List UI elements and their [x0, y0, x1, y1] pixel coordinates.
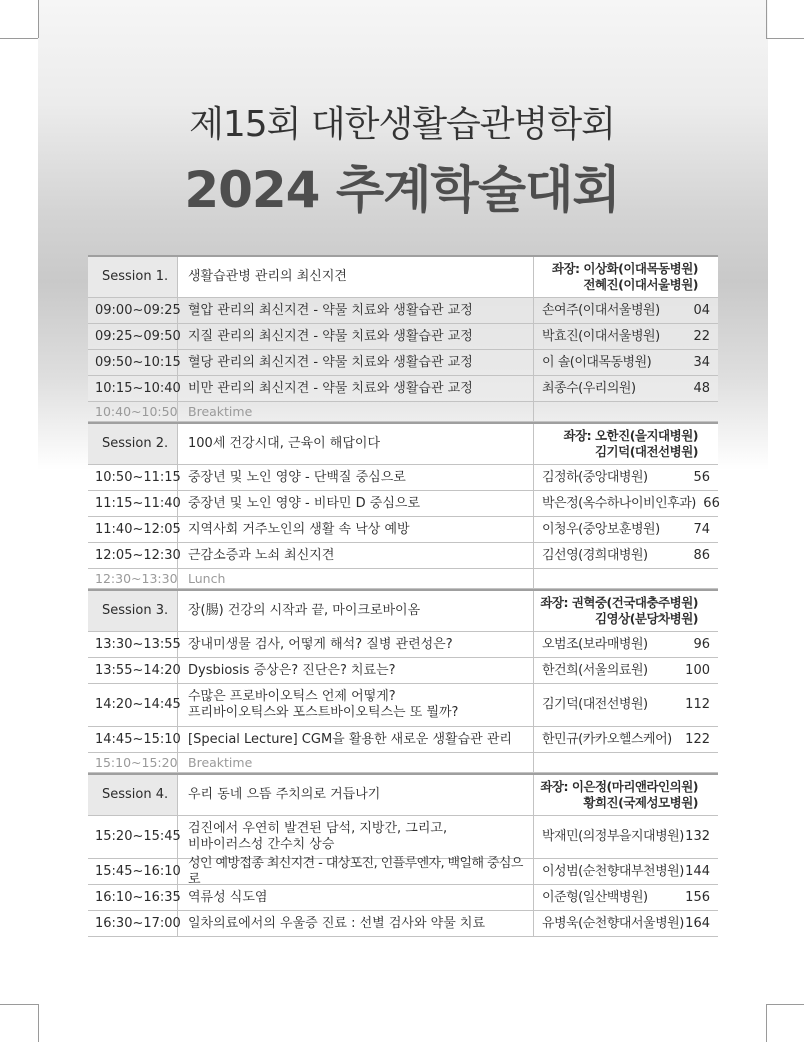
break-row: [88, 402, 718, 422]
talk-speaker: 최종수(우리의원): [542, 380, 636, 396]
chair-primary: 좌장: 오한진(을지대병원): [563, 428, 698, 443]
talk-page: 48: [693, 380, 710, 396]
talk-time: 13:55~14:20: [88, 658, 178, 683]
talk-title: 중장년 및 노인 영양 - 비타민 D 중심으로: [178, 491, 534, 516]
talk-title: 역류성 식도염: [178, 885, 534, 910]
talk-time: 12:05~12:30: [88, 543, 178, 568]
chair-primary: 좌장: 이상화(이대목동병원): [551, 261, 698, 276]
talk-time: 11:15~11:40: [88, 491, 178, 516]
talk-title: 일차의료에서의 우울증 진료 : 선별 검사와 약물 치료: [178, 911, 534, 936]
talk-page: 66: [703, 495, 720, 511]
talk-page: 164: [685, 915, 710, 931]
break-label: Breaktime: [178, 402, 534, 421]
crop-mark: [38, 1004, 39, 1042]
talk-time: 14:45~15:10: [88, 727, 178, 752]
talk-title: 근감소증과 노쇠 최신지견: [178, 543, 534, 568]
session-topic: 100세 건강시대, 근육이 해답이다: [178, 424, 534, 464]
talk-row: [88, 376, 718, 402]
talk-speaker: 박효진(이대서울병원): [542, 328, 660, 344]
talk-page: 22: [693, 328, 710, 344]
session-topic: 우리 동네 으뜸 주치의로 거듭나기: [178, 775, 534, 815]
crop-mark: [766, 1004, 804, 1005]
talk-title: 장내미생물 검사, 어떻게 해석? 질병 관련성은?: [178, 632, 534, 657]
session-header: [88, 255, 718, 298]
talk-title-block: [178, 684, 534, 726]
crop-mark: [38, 0, 39, 38]
session-topic: 생활습관병 관리의 최신지견: [178, 257, 534, 297]
talk-row: [88, 658, 718, 684]
chair-secondary: 황희진(국제성모병원): [583, 795, 698, 810]
session-chairs: [534, 775, 718, 815]
talk-time: 16:10~16:35: [88, 885, 178, 910]
talk-time: 11:40~12:05: [88, 517, 178, 542]
talk-title: 지역사회 거주노인의 생활 속 낙상 예방: [178, 517, 534, 542]
talk-speaker: 손여주(이대서울병원): [542, 302, 660, 318]
program-schedule: [88, 255, 718, 937]
talk-title: 지질 관리의 최신지견 - 약물 치료와 생활습관 교정: [178, 324, 534, 349]
session-chairs: [534, 257, 718, 297]
talk-row: [88, 855, 718, 887]
talk-row: [88, 684, 718, 727]
talk-page: 144: [685, 863, 710, 879]
talk-page: 34: [693, 354, 710, 370]
talk-speaker: 한건희(서울의료원): [542, 662, 648, 678]
talk-page: 86: [693, 547, 710, 563]
talk-row: [88, 885, 718, 911]
session-label: Session 3.: [88, 591, 178, 631]
talk-speaker: 이성범(순천향대부천병원): [542, 863, 684, 879]
talk-page: 112: [685, 697, 710, 712]
talk-title: Dysbiosis 증상은? 진단은? 치료는?: [178, 658, 534, 683]
talk-row: [88, 727, 718, 753]
talk-speaker: 김정하(중앙대병원): [542, 469, 648, 485]
talk-speaker: 박은정(옥수하나이비인후과): [542, 495, 696, 511]
crop-mark: [766, 0, 767, 38]
talk-page: 74: [693, 521, 710, 537]
talk-time: 09:50~10:15: [88, 350, 178, 375]
talk-speaker: 오범조(보라매병원): [542, 636, 648, 652]
break-label: Lunch: [178, 569, 534, 588]
talk-title: 혈당 관리의 최신지견 - 약물 치료와 생활습관 교정: [178, 350, 534, 375]
talk-title: [Special Lecture] CGM을 활용한 새로운 생활습관 관리: [178, 727, 534, 752]
talk-time: 10:50~11:15: [88, 465, 178, 490]
talk-speaker: 이 솔(이대목동병원): [542, 354, 652, 370]
talk-row: [88, 324, 718, 350]
talk-row: [88, 298, 718, 324]
talk-title: 수많은 프로바이오틱스 언제 어떻게?: [188, 689, 396, 704]
break-row: [88, 753, 718, 773]
talk-row: [88, 465, 718, 491]
talk-page: 100: [685, 662, 710, 678]
chair-primary: 좌장: 이은정(마리앤라인의원): [540, 779, 698, 794]
talk-page: 156: [685, 889, 710, 905]
talk-title-line2: 프리바이오틱스와 포스트바이오틱스는 또 뭘까?: [188, 705, 459, 720]
talk-page: 122: [685, 731, 710, 747]
talk-row: [88, 491, 718, 517]
talk-time: 15:20~15:45: [88, 816, 178, 858]
conference-subtitle: 2024 추계학술대회: [184, 161, 620, 219]
talk-speaker: 김기덕(대전선병원): [542, 697, 648, 712]
talk-title: 혈압 관리의 최신지견 - 약물 치료와 생활습관 교정: [178, 298, 534, 323]
session-header: [88, 773, 718, 816]
talk-time: 15:45~16:10: [88, 859, 178, 884]
talk-speaker: 김선영(경희대병원): [542, 547, 648, 563]
break-time: 10:40~10:50: [88, 402, 178, 421]
break-label: Breaktime: [178, 753, 534, 772]
break-row: [88, 569, 718, 589]
talk-speaker: 이준형(일산백병원): [542, 889, 648, 905]
break-time: 12:30~13:30: [88, 569, 178, 588]
crop-mark: [766, 1004, 767, 1042]
talk-page: 96: [693, 636, 710, 652]
chair-primary: 좌장: 권혁중(건국대충주병원): [540, 595, 698, 610]
talk-title: 중장년 및 노인 영양 - 단백질 중심으로: [178, 465, 534, 490]
break-time: 15:10~15:20: [88, 753, 178, 772]
talk-title: 검진에서 우연히 발견된 담석, 지방간, 그리고,: [188, 821, 448, 836]
talk-row: [88, 632, 718, 658]
talk-page: 56: [693, 469, 710, 485]
talk-row: [88, 911, 718, 937]
talk-row: [88, 816, 718, 859]
talk-time: 10:15~10:40: [88, 376, 178, 401]
talk-title-line2: 비바이러스성 간수치 상승: [188, 837, 335, 852]
session-label: Session 1.: [88, 257, 178, 297]
session-header: [88, 589, 718, 632]
session-chairs: [534, 591, 718, 631]
crop-mark: [0, 1004, 38, 1005]
talk-page: 132: [685, 829, 710, 844]
crop-mark: [0, 38, 38, 39]
session-topic: 장(腸) 건강의 시작과 끝, 마이크로바이옴: [178, 591, 534, 631]
session-header: [88, 422, 718, 465]
talk-speaker: 이청우(중앙보훈병원): [542, 521, 660, 537]
talk-page: 04: [693, 302, 710, 318]
chair-secondary: 김영상(분당차병원): [594, 611, 698, 626]
chair-secondary: 김기덕(대전선병원): [594, 444, 698, 459]
talk-time: 09:25~09:50: [88, 324, 178, 349]
talk-speaker: 한민규(카카오헬스케어): [542, 731, 672, 747]
talk-row: [88, 350, 718, 376]
talk-time: 16:30~17:00: [88, 911, 178, 936]
talk-title-block: [178, 816, 534, 858]
talk-title: 성인 예방접종 최신지견 - 대상포진, 인플루엔자, 백일해 중심으로: [178, 859, 534, 884]
talk-row: [88, 543, 718, 569]
conference-title: 제15회 대한생활습관병학회: [189, 104, 615, 145]
talk-time: 13:30~13:55: [88, 632, 178, 657]
talk-speaker: 박재민(의정부을지대병원): [542, 829, 684, 844]
talk-title: 비만 관리의 최신지견 - 약물 치료와 생활습관 교정: [178, 376, 534, 401]
talk-row: [88, 517, 718, 543]
talk-time: 09:00~09:25: [88, 298, 178, 323]
crop-mark: [766, 38, 804, 39]
talk-speaker: 유병욱(순천향대서울병원): [542, 915, 684, 931]
session-label: Session 2.: [88, 424, 178, 464]
session-label: Session 4.: [88, 775, 178, 815]
chair-secondary: 전혜진(이대서울병원): [583, 277, 698, 292]
session-chairs: [534, 424, 718, 464]
talk-time: 14:20~14:45: [88, 684, 178, 726]
